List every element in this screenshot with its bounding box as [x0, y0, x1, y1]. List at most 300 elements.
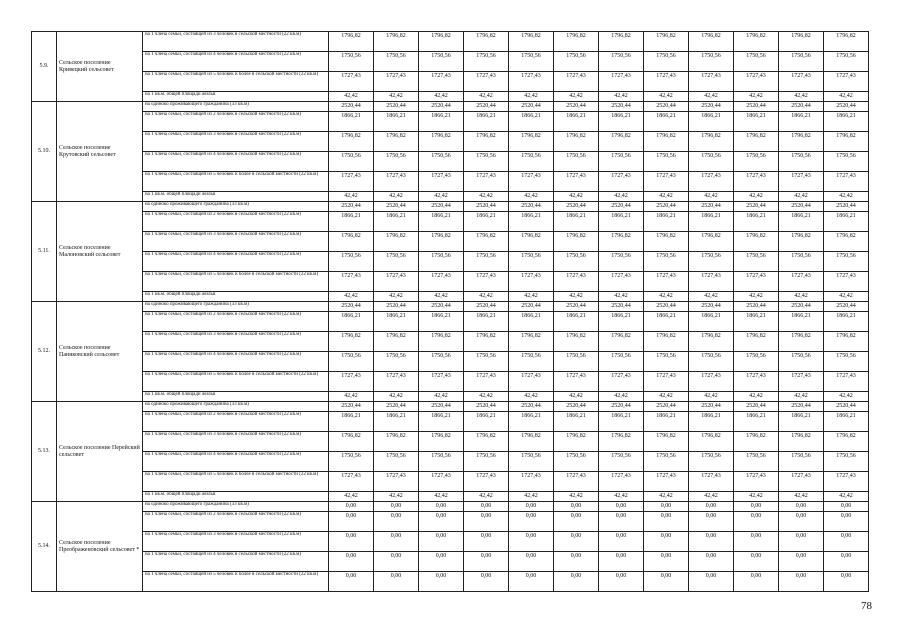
- cost-value: 1796,82: [599, 432, 644, 452]
- norm-category: на 1 кв.м. общей площади жилья: [143, 192, 329, 202]
- cost-value: 1750,56: [509, 152, 554, 172]
- table-row: [32, 552, 869, 572]
- cost-value: 1866,21: [779, 212, 824, 232]
- cost-value: 0,00: [644, 532, 689, 552]
- cost-value: 1727,43: [599, 372, 644, 392]
- cost-value: 2520,44: [644, 102, 689, 112]
- cost-value: 1750,56: [689, 152, 734, 172]
- norm-category: на одиноко проживающего гражданина (33 кв.м): [143, 202, 329, 212]
- cost-value: 1796,82: [464, 232, 509, 252]
- cost-value: 2520,44: [779, 202, 824, 212]
- table-row: [32, 232, 869, 252]
- cost-value: 1796,82: [824, 32, 869, 52]
- cost-value: 1796,82: [329, 432, 374, 452]
- cost-value: 1796,82: [644, 132, 689, 152]
- cost-value: 1796,82: [509, 132, 554, 152]
- cost-value: 1727,43: [644, 372, 689, 392]
- cost-value: 2520,44: [374, 302, 419, 312]
- cost-value: 1796,82: [509, 32, 554, 52]
- cost-value: 1750,56: [374, 52, 419, 72]
- table-row: [32, 102, 869, 112]
- cost-value: 42,42: [824, 192, 869, 202]
- cost-value: 1866,21: [644, 112, 689, 132]
- cost-value: 42,42: [599, 92, 644, 102]
- cost-value: 1727,43: [734, 272, 779, 292]
- cost-value: 42,42: [554, 192, 599, 202]
- cost-value: 0,00: [734, 512, 779, 532]
- cost-value: 1796,82: [554, 32, 599, 52]
- cost-value: 42,42: [734, 192, 779, 202]
- cost-value: 0,00: [419, 502, 464, 512]
- cost-value: 0,00: [824, 512, 869, 532]
- table-row: [32, 252, 869, 272]
- cost-value: 1796,82: [824, 332, 869, 352]
- cost-value: 2520,44: [689, 302, 734, 312]
- norm-category: на 1 члена семьи, состоящей из 4 человек в сельской местности (22 кв.м): [143, 152, 329, 172]
- cost-value: 1866,21: [644, 312, 689, 332]
- cost-value: 1750,56: [329, 52, 374, 72]
- cost-value: 0,00: [329, 572, 374, 592]
- cost-value: 1796,82: [689, 132, 734, 152]
- cost-value: 0,00: [464, 532, 509, 552]
- cost-value: 0,00: [779, 572, 824, 592]
- cost-value: 42,42: [599, 292, 644, 302]
- cost-value: 0,00: [644, 502, 689, 512]
- cost-value: 42,42: [464, 392, 509, 402]
- cost-value: 1750,56: [374, 152, 419, 172]
- cost-value: 2520,44: [329, 102, 374, 112]
- cost-value: 2520,44: [599, 302, 644, 312]
- cost-value: 0,00: [734, 532, 779, 552]
- cost-value: 0,00: [554, 512, 599, 532]
- cost-value: 1727,43: [509, 472, 554, 492]
- cost-value: 1727,43: [554, 172, 599, 192]
- table-row: [32, 202, 869, 212]
- cost-value: 1866,21: [419, 112, 464, 132]
- cost-value: 42,42: [644, 92, 689, 102]
- cost-value: 1727,43: [374, 372, 419, 392]
- cost-value: 2520,44: [419, 202, 464, 212]
- table-row: [32, 432, 869, 452]
- cost-value: 1796,82: [464, 432, 509, 452]
- cost-value: 1750,56: [464, 152, 509, 172]
- cost-value: 1727,43: [554, 472, 599, 492]
- cost-value: 2520,44: [824, 402, 869, 412]
- table-row: [32, 312, 869, 332]
- cost-value: 1750,56: [554, 152, 599, 172]
- cost-value: 0,00: [824, 572, 869, 592]
- cost-value: 42,42: [329, 92, 374, 102]
- cost-value: 1866,21: [509, 212, 554, 232]
- cost-value: 2520,44: [329, 402, 374, 412]
- cost-value: 1750,56: [689, 252, 734, 272]
- cost-value: 0,00: [374, 552, 419, 572]
- cost-value: 1750,56: [779, 452, 824, 472]
- cost-value: 2520,44: [329, 302, 374, 312]
- cost-value: 1796,82: [734, 432, 779, 452]
- cost-value: 1866,21: [419, 412, 464, 432]
- section-number: 5.11.: [32, 202, 57, 302]
- cost-value: 0,00: [689, 502, 734, 512]
- norm-category: на одиноко проживающего гражданина (33 кв.м): [143, 402, 329, 412]
- cost-value: 42,42: [329, 392, 374, 402]
- cost-value: 1796,82: [419, 32, 464, 52]
- cost-value: 1750,56: [599, 252, 644, 272]
- norm-category: на 1 члена семьи, состоящей из 4 человек в сельской местности (22 кв.м): [143, 452, 329, 472]
- cost-value: 1727,43: [644, 172, 689, 192]
- cost-value: 0,00: [464, 502, 509, 512]
- cost-value: 1796,82: [329, 332, 374, 352]
- table-row: [32, 452, 869, 472]
- cost-value: 1750,56: [824, 52, 869, 72]
- table-row: [32, 392, 869, 402]
- cost-value: 42,42: [374, 392, 419, 402]
- cost-value: 2520,44: [824, 202, 869, 212]
- norm-category: на 1 члена семьи, состоящей из 5 человек и более в сельской местности (22 кв.м): [143, 172, 329, 192]
- cost-value: 0,00: [374, 532, 419, 552]
- cost-value: 1796,82: [509, 232, 554, 252]
- cost-value: 1796,82: [689, 332, 734, 352]
- norm-category: на одиноко проживающего гражданина (33 кв.м): [143, 102, 329, 112]
- norm-category: на 1 члена семьи, состоящей из 4 человек в сельской местности (22 кв.м): [143, 352, 329, 372]
- norm-category: на одиноко проживающего гражданина (33 кв.м): [143, 502, 329, 512]
- settlement-name: Сельское поселение Малоновский сельсовет: [57, 202, 143, 302]
- cost-value: 2520,44: [644, 302, 689, 312]
- settlement-name: Сельское поселение Перейский сельсовет: [57, 402, 143, 502]
- cost-value: 1727,43: [554, 272, 599, 292]
- cost-value: 2520,44: [644, 402, 689, 412]
- cost-value: 2520,44: [554, 102, 599, 112]
- cost-value: 0,00: [689, 572, 734, 592]
- cost-value: 1866,21: [689, 112, 734, 132]
- cost-value: 2520,44: [734, 302, 779, 312]
- norm-category: на 1 члена семьи, состоящей из 2 человек в сельской местности (22 кв.м): [143, 312, 329, 332]
- cost-value: 42,42: [509, 192, 554, 202]
- cost-value: 0,00: [554, 532, 599, 552]
- cost-value: 1750,56: [779, 52, 824, 72]
- norm-category: на 1 кв.м. общей площади жилья: [143, 392, 329, 402]
- cost-value: 42,42: [689, 292, 734, 302]
- cost-value: 1727,43: [824, 72, 869, 92]
- cost-value: 1727,43: [689, 472, 734, 492]
- cost-value: 1750,56: [374, 352, 419, 372]
- cost-value: 1750,56: [734, 252, 779, 272]
- cost-value: 42,42: [644, 292, 689, 302]
- table-row: [32, 172, 869, 192]
- cost-value: 1727,43: [374, 472, 419, 492]
- cost-value: 1727,43: [329, 272, 374, 292]
- cost-value: 1750,56: [644, 452, 689, 472]
- cost-value: 1750,56: [374, 452, 419, 472]
- cost-value: 42,42: [554, 492, 599, 502]
- table-row: [32, 502, 869, 512]
- cost-value: 1796,82: [329, 132, 374, 152]
- cost-value: 1866,21: [464, 412, 509, 432]
- cost-value: 1796,82: [599, 232, 644, 252]
- cost-value: 1750,56: [644, 352, 689, 372]
- cost-value: 1750,56: [644, 252, 689, 272]
- section-number: 5.12.: [32, 302, 57, 402]
- cost-value: 1796,82: [644, 232, 689, 252]
- table-row: [32, 32, 869, 52]
- cost-value: 1750,56: [734, 52, 779, 72]
- norm-category: на 1 члена семьи, состоящей из 5 человек и более в сельской местности (22 кв.м): [143, 72, 329, 92]
- cost-value: 42,42: [779, 292, 824, 302]
- cost-value: 1727,43: [509, 272, 554, 292]
- cost-value: 42,42: [329, 292, 374, 302]
- cost-value: 2520,44: [374, 202, 419, 212]
- cost-value: 1796,82: [419, 432, 464, 452]
- cost-value: 1866,21: [599, 312, 644, 332]
- cost-value: 1796,82: [374, 132, 419, 152]
- cost-value: 1796,82: [419, 132, 464, 152]
- cost-value: 42,42: [779, 192, 824, 202]
- cost-value: 1866,21: [419, 212, 464, 232]
- cost-value: 42,42: [734, 92, 779, 102]
- cost-value: 1750,56: [419, 152, 464, 172]
- cost-value: 1727,43: [824, 272, 869, 292]
- cost-value: 1750,56: [824, 152, 869, 172]
- cost-value: 42,42: [419, 192, 464, 202]
- cost-value: 2520,44: [599, 402, 644, 412]
- cost-value: 0,00: [329, 502, 374, 512]
- cost-value: 1727,43: [329, 372, 374, 392]
- cost-value: 1866,21: [599, 412, 644, 432]
- cost-value: 1796,82: [554, 432, 599, 452]
- cost-value: 1866,21: [329, 412, 374, 432]
- cost-value: 42,42: [824, 492, 869, 502]
- cost-value: 1750,56: [689, 52, 734, 72]
- cost-value: 42,42: [734, 292, 779, 302]
- cost-value: 0,00: [419, 512, 464, 532]
- cost-value: 1750,56: [329, 452, 374, 472]
- cost-value: 1750,56: [599, 152, 644, 172]
- cost-value: 1796,82: [734, 32, 779, 52]
- cost-value: 2520,44: [554, 202, 599, 212]
- section-number: 5.9.: [32, 32, 57, 102]
- cost-value: 1866,21: [824, 212, 869, 232]
- cost-value: 1866,21: [464, 312, 509, 332]
- cost-value: 1727,43: [419, 272, 464, 292]
- norm-category: на 1 кв.м. общей площади жилья: [143, 292, 329, 302]
- cost-value: 1796,82: [779, 232, 824, 252]
- cost-value: 1727,43: [689, 172, 734, 192]
- cost-value: 1727,43: [824, 472, 869, 492]
- cost-value: 2520,44: [824, 302, 869, 312]
- cost-value: 0,00: [644, 572, 689, 592]
- cost-value: 42,42: [599, 492, 644, 502]
- cost-value: 1796,82: [329, 32, 374, 52]
- cost-value: 2520,44: [329, 202, 374, 212]
- cost-value: 0,00: [509, 502, 554, 512]
- table-row: [32, 152, 869, 172]
- cost-value: 0,00: [779, 502, 824, 512]
- cost-value: 1727,43: [554, 72, 599, 92]
- cost-value: 1866,21: [779, 312, 824, 332]
- cost-value: 2520,44: [779, 402, 824, 412]
- cost-value: 2520,44: [734, 402, 779, 412]
- norm-category: на 1 члена семьи, состоящей из 4 человек в сельской местности (22 кв.м): [143, 252, 329, 272]
- cost-value: 42,42: [689, 192, 734, 202]
- cost-value: 42,42: [464, 92, 509, 102]
- cost-value: 1727,43: [599, 172, 644, 192]
- cost-value: 1796,82: [419, 232, 464, 252]
- section-number: 5.10.: [32, 102, 57, 202]
- cost-value: 2520,44: [509, 202, 554, 212]
- cost-value: 42,42: [734, 392, 779, 402]
- cost-value: 1727,43: [644, 272, 689, 292]
- cost-value: 1866,21: [644, 212, 689, 232]
- cost-value: 1866,21: [824, 112, 869, 132]
- cost-value: 1750,56: [824, 252, 869, 272]
- table-row: [32, 212, 869, 232]
- cost-value: 1750,56: [554, 352, 599, 372]
- cost-value: 1727,43: [509, 372, 554, 392]
- cost-value: 0,00: [419, 532, 464, 552]
- cost-value: 0,00: [554, 572, 599, 592]
- cost-value: 1866,21: [509, 412, 554, 432]
- cost-value: 1750,56: [509, 252, 554, 272]
- cost-value: 1796,82: [779, 332, 824, 352]
- cost-value: 2520,44: [464, 402, 509, 412]
- cost-value: 1750,56: [509, 452, 554, 472]
- cost-value: 0,00: [599, 512, 644, 532]
- cost-value: 0,00: [599, 552, 644, 572]
- norm-category: на 1 члена семьи, состоящей из 5 человек и более в сельской местности (22 кв.м): [143, 572, 329, 592]
- cost-value: 1727,43: [419, 472, 464, 492]
- settlement-name: Сельское поселение Крутовский сельсовет: [57, 102, 143, 202]
- cost-value: 1727,43: [464, 472, 509, 492]
- cost-value: 1866,21: [734, 412, 779, 432]
- cost-value: 1750,56: [419, 452, 464, 472]
- cost-value: 1866,21: [374, 212, 419, 232]
- cost-value: 2520,44: [689, 102, 734, 112]
- cost-value: 1750,56: [734, 452, 779, 472]
- cost-value: 1750,56: [329, 152, 374, 172]
- cost-value: 1796,82: [374, 332, 419, 352]
- cost-value: 0,00: [419, 552, 464, 572]
- cost-value: 1727,43: [464, 72, 509, 92]
- cost-value: 1727,43: [644, 472, 689, 492]
- cost-value: 1866,21: [824, 312, 869, 332]
- section-number: 5.14.: [32, 502, 57, 592]
- cost-value: 2520,44: [419, 302, 464, 312]
- page-number: 78: [861, 600, 872, 612]
- cost-value: 42,42: [374, 192, 419, 202]
- cost-value: 1750,56: [734, 352, 779, 372]
- cost-value: 42,42: [509, 92, 554, 102]
- cost-value: 2520,44: [689, 202, 734, 212]
- cost-value: 1727,43: [509, 172, 554, 192]
- cost-value: 1750,56: [779, 252, 824, 272]
- cost-value: 1796,82: [779, 132, 824, 152]
- cost-value: 1796,82: [734, 232, 779, 252]
- cost-value: 0,00: [374, 512, 419, 532]
- norm-category: на 1 члена семьи, состоящей из 5 человек и более в сельской местности (22 кв.м): [143, 272, 329, 292]
- cost-value: 2520,44: [779, 102, 824, 112]
- cost-value: 1750,56: [329, 252, 374, 272]
- cost-value: 1866,21: [329, 212, 374, 232]
- cost-value: 1727,43: [329, 72, 374, 92]
- cost-value: 0,00: [509, 552, 554, 572]
- cost-value: 1866,21: [599, 112, 644, 132]
- settlement-name: Сельское поселение Паниковский сельсовет: [57, 302, 143, 402]
- cost-value: 1866,21: [509, 312, 554, 332]
- cost-value: 1866,21: [509, 112, 554, 132]
- cost-value: 1866,21: [374, 412, 419, 432]
- cost-value: 1727,43: [374, 172, 419, 192]
- cost-value: 1727,43: [374, 272, 419, 292]
- cost-value: 1796,82: [779, 432, 824, 452]
- cost-value: 42,42: [689, 392, 734, 402]
- cost-value: 1750,56: [464, 52, 509, 72]
- cost-value: 42,42: [824, 292, 869, 302]
- cost-value: 1866,21: [824, 412, 869, 432]
- norm-category: на 1 члена семьи, состоящей из 3 человек в сельской местности (22 кв.м): [143, 432, 329, 452]
- cost-value: 1750,56: [464, 252, 509, 272]
- cost-value: 0,00: [509, 532, 554, 552]
- cost-value: 42,42: [509, 492, 554, 502]
- cost-value: 1866,21: [734, 312, 779, 332]
- cost-value: 1866,21: [689, 412, 734, 432]
- cost-value: 42,42: [374, 492, 419, 502]
- table-row: [32, 72, 869, 92]
- cost-value: 2520,44: [779, 302, 824, 312]
- cost-value: 1796,82: [464, 332, 509, 352]
- cost-value: 1866,21: [554, 112, 599, 132]
- norm-category: на 1 члена семьи, состоящей из 2 человек в сельской местности (22 кв.м): [143, 512, 329, 532]
- cost-value: 1750,56: [419, 252, 464, 272]
- cost-value: 2520,44: [734, 102, 779, 112]
- cost-value: 0,00: [599, 502, 644, 512]
- cost-value: 42,42: [734, 492, 779, 502]
- cost-value: 42,42: [464, 492, 509, 502]
- cost-value: 0,00: [464, 512, 509, 532]
- cost-value: 1750,56: [824, 352, 869, 372]
- cost-value: 1796,82: [374, 232, 419, 252]
- cost-value: 42,42: [554, 392, 599, 402]
- cost-value: 2520,44: [374, 102, 419, 112]
- cost-value: 1750,56: [554, 452, 599, 472]
- cost-value: 1866,21: [689, 212, 734, 232]
- cost-value: 1866,21: [554, 312, 599, 332]
- table-row: [32, 52, 869, 72]
- cost-value: 0,00: [779, 552, 824, 572]
- cost-value: 42,42: [599, 192, 644, 202]
- cost-value: 0,00: [689, 512, 734, 532]
- cost-value: 1750,56: [689, 352, 734, 372]
- norm-category: на 1 члена семьи, состоящей из 3 человек в сельской местности (22 кв.м): [143, 232, 329, 252]
- cost-value: 1750,56: [779, 352, 824, 372]
- cost-value: 0,00: [464, 552, 509, 572]
- cost-value: 1866,21: [599, 212, 644, 232]
- cost-value: 1796,82: [464, 32, 509, 52]
- settlement-name: Сельское поселение Кривецкий сельсовет: [57, 32, 143, 102]
- cost-value: 1727,43: [599, 272, 644, 292]
- cost-value: 1727,43: [419, 172, 464, 192]
- cost-value: 1796,82: [599, 332, 644, 352]
- table-row: [32, 512, 869, 532]
- norm-category: на 1 члена семьи, состоящей из 2 человек в сельской местности (22 кв.м): [143, 412, 329, 432]
- cost-value: 1750,56: [554, 52, 599, 72]
- cost-value: 0,00: [824, 552, 869, 572]
- table-row: [32, 492, 869, 502]
- cost-value: 42,42: [824, 92, 869, 102]
- norm-category: на 1 члена семьи, состоящей из 3 человек в сельской местности (22 кв.м): [143, 132, 329, 152]
- table-row: [32, 192, 869, 202]
- table-row: [32, 402, 869, 412]
- cost-value: 2520,44: [464, 202, 509, 212]
